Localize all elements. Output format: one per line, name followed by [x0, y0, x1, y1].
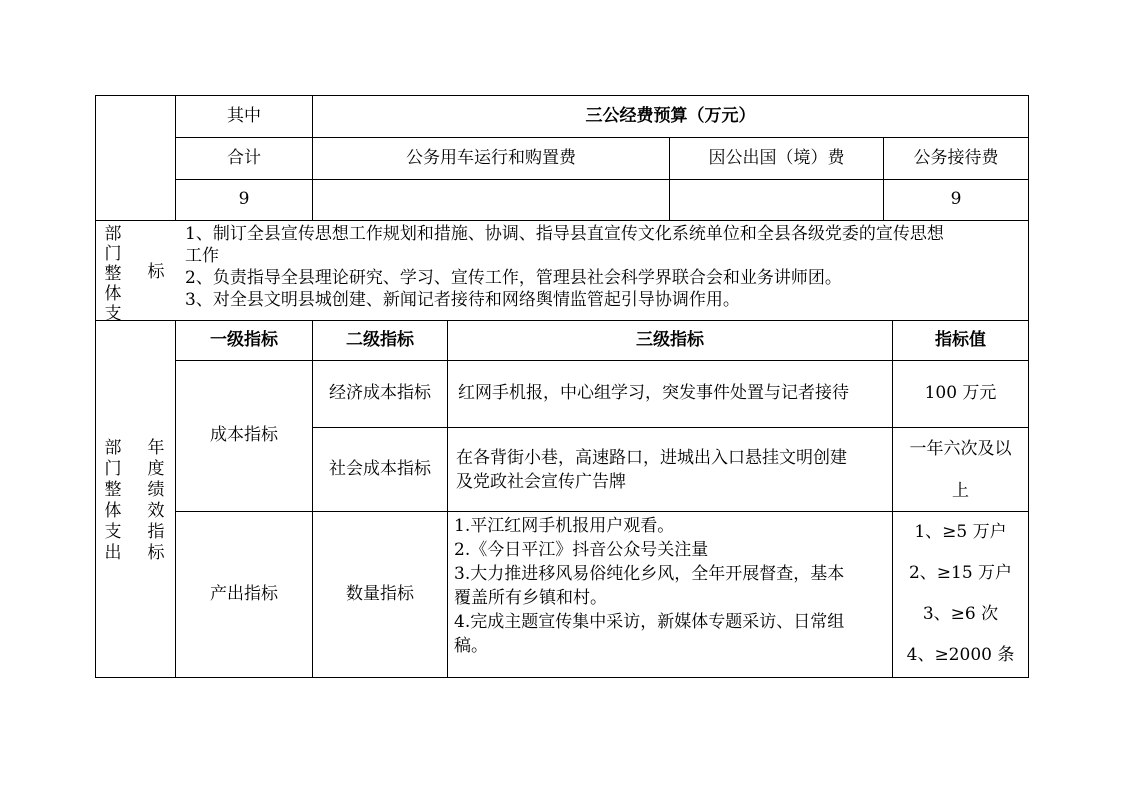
list-item: 1.平江红网手机报用户观看。	[454, 516, 675, 536]
economic-cost-detail: 红网手机报，中心组学习，突发事件处置与记者接待	[458, 383, 849, 404]
list-item: 3.大力推进移风易俗纯化乡风，全年开展督查，基本	[454, 564, 845, 584]
sangong-budget-title: 三公经费预算（万元）	[585, 105, 756, 126]
performance-label-right: 年 度 绩 效 指 标	[147, 438, 165, 563]
social-cost-value: 一年六次及以 上	[909, 439, 1012, 501]
list-item: 4、≥2000 条	[906, 645, 1015, 665]
value-abroad	[670, 180, 883, 220]
header-vehicle: 公务用车运行和购置费	[406, 147, 576, 168]
rule	[95, 220, 1029, 221]
overall-goals-text	[185, 223, 1025, 311]
overall-goals-label-right: 标	[147, 262, 165, 282]
header-level1: 一级指标	[210, 329, 278, 350]
goal-item: 1、制订全县宣传思想工作规划和措施、协调、指导县直宣传文化系统单位和全县各级党委的宣传思想	[185, 224, 944, 244]
overall-goals-label-left: 部 门 整 体 支	[104, 224, 122, 324]
economic-cost-label: 经济成本指标	[329, 383, 431, 404]
list-item: 2、≥15 万户	[908, 563, 1013, 583]
rule	[95, 95, 96, 678]
output-detail-list	[454, 514, 890, 658]
qizhong-label: 其中	[227, 105, 261, 126]
goal-item: 3、对全县文明县城创建、新闻记者接待和网络舆情监管起引导协调作用。	[185, 290, 740, 310]
output-indicator-label: 产出指标	[210, 583, 278, 604]
value-vehicle	[313, 180, 669, 220]
header-indicator-value: 指标值	[935, 329, 986, 350]
output-values	[893, 512, 1028, 676]
header-total: 合计	[227, 147, 261, 168]
header-level2: 二级指标	[346, 329, 414, 350]
economic-cost-value: 100 万元	[924, 383, 997, 404]
list-item: 覆盖所有乡镇和村。	[454, 588, 607, 608]
header-reception: 公务接待费	[913, 147, 999, 168]
social-cost-label: 社会成本指标	[329, 458, 431, 479]
performance-label-left: 部 门 整 体 支 出	[104, 438, 122, 563]
header-abroad: 因公出国（境）费	[708, 147, 845, 168]
cost-indicator-label: 成本指标	[210, 425, 278, 446]
social-cost-detail: 在各背街小巷，高速路口，进城出入口悬挂文明创建 及党政社会宣传广告牌	[456, 448, 847, 492]
list-item: 4.完成主题宣传集中采访，新媒体专题采访、日常组	[454, 612, 845, 632]
list-item: 2.《今日平江》抖音公众号关注量	[454, 540, 709, 560]
list-item: 3、≥6 次	[922, 604, 999, 624]
value-reception: 9	[950, 189, 962, 210]
goal-item: 工作	[185, 246, 219, 266]
list-item: 稿。	[454, 636, 488, 656]
list-item: 1、≥5 万户	[914, 522, 1007, 542]
rule	[95, 677, 1029, 678]
goal-item: 2、负责指导全县理论研究、学习、宣传工作，管理县社会科学界联合会和业务讲师团。	[185, 268, 842, 288]
quantity-indicator-label: 数量指标	[346, 583, 414, 604]
header-level3: 三级指标	[636, 329, 704, 350]
value-total: 9	[238, 189, 250, 210]
rule	[1028, 95, 1029, 678]
